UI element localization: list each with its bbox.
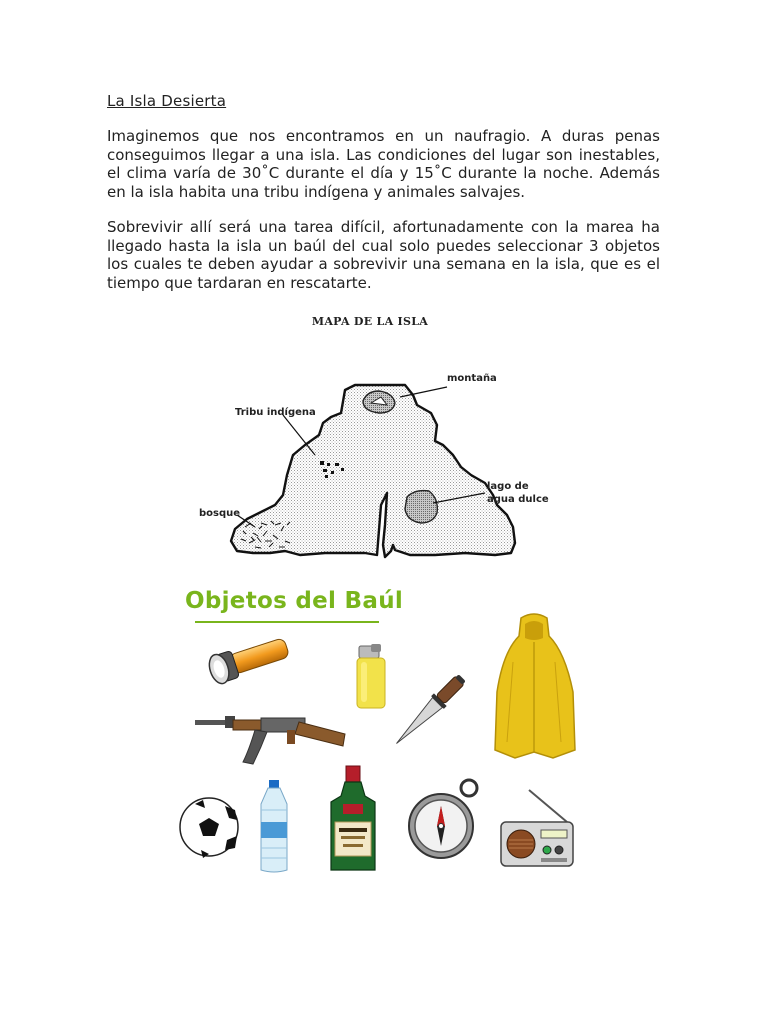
- objects-panel: [195, 588, 580, 878]
- label-mountain: montaña: [447, 373, 497, 384]
- raincoat-icon: [493, 612, 575, 762]
- knife-icon: [379, 660, 479, 762]
- label-lake: lago de agua dulce: [487, 481, 549, 505]
- document-title: La Isla Desierta: [107, 92, 227, 110]
- objects-title: Objetos del Baúl: [195, 588, 385, 624]
- island-map: [195, 305, 585, 570]
- flashlight-icon: [201, 630, 293, 692]
- island-map-drawing: [195, 305, 585, 570]
- label-forest: bosque: [199, 508, 241, 519]
- rifle-icon: [195, 706, 347, 770]
- water-bottle-icon: [255, 778, 293, 874]
- objective-paragraph: Sobrevivir allí será una tarea difícil, afortunadamente con la marea ha llegado hasta la isla un baúl del cual solo puedes seleccionar 3 objetos los cuales te deben ayudar a sobrevivir una semana en la isla, que es el tiempo que tardaran en rescatarte.: [107, 218, 660, 292]
- compass-icon: [407, 776, 487, 866]
- map-title: MAPA DE LA ISLA: [311, 315, 429, 328]
- radio-icon: [497, 788, 577, 870]
- soccer-ball-icon: [195, 796, 239, 858]
- lake-shape: [405, 491, 437, 523]
- intro-paragraph: Imaginemos que nos encontramos en un naufragio. A duras penas conseguimos llegar a una isla. Las condiciones del lugar son inestables, el clima varía de 30˚C durante el día y 15˚C durante la noche. Además en la isla habita una tribu indígena y animales salvajes.: [107, 127, 660, 201]
- label-tribe: Tribu indígena: [235, 407, 316, 418]
- whisky-bottle-icon: [325, 764, 381, 874]
